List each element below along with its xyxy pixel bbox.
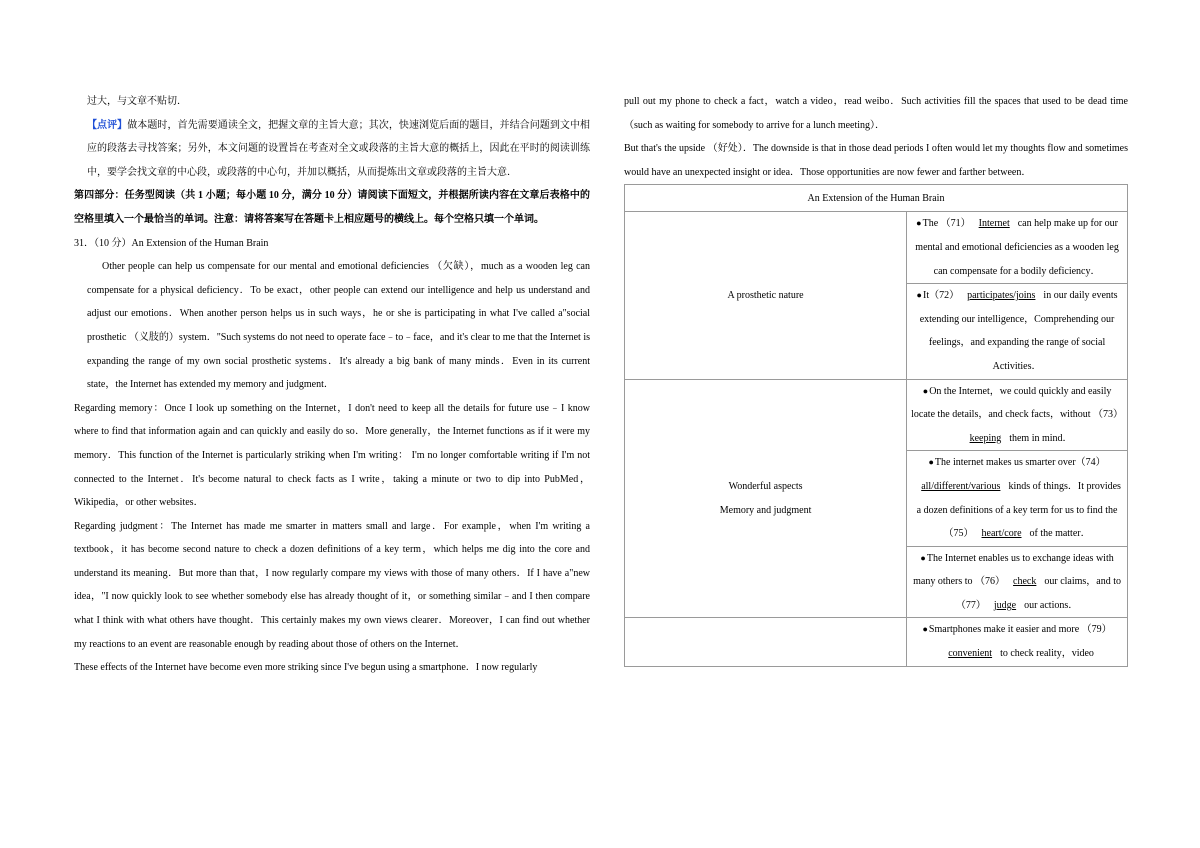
answer-71: Internet [978, 218, 1010, 230]
task-table [624, 184, 1128, 666]
answer-77: judge [993, 599, 1017, 611]
bullet-icon: ● [922, 385, 929, 396]
passage-paragraph-3: Regarding judgment：The Internet has made me smarter in matters small and large．For example，when I'm writing a textbook，it has become second nature to check a dozen definitions of a key term，which helps me dig into the core and understand its meaning．But more than that，I now regularly compare my views with those of many others．If I have a"new idea，"I now quickly look to see whether somebody else has already thought of it，or something similar﹣and I then compare what I think with what others have thought．This certainly makes my own views clearer．Moreover，I can find out whether my reactions to an event are reasonable enough by reading about those of others on the Internet． [74, 520, 590, 650]
question-label: 31．（10 分）An Extension of the Human Brain [74, 237, 269, 249]
row-label-wonderful-1: Wonderful aspects [728, 480, 803, 492]
row-label-wonderful [625, 379, 907, 618]
cell-71: ●The （71） Internet can help make up for our mental and emotional deficiencies as a wooden leg can compensate for a bodily deficiency． [907, 212, 1128, 284]
row-label-prosthetic: A prosthetic nature [625, 212, 907, 379]
answer-73: keeping [969, 432, 1002, 444]
cell-73: ●On the Internet，we could quickly and easily locate the details，and check facts，without （73）keeping them in mind． [907, 379, 1128, 451]
row-label-empty [625, 618, 907, 666]
table-title: An Extension of the Human Brain [625, 185, 1128, 212]
bullet-icon: ● [916, 290, 922, 301]
answer-76: check [1013, 576, 1037, 588]
answer-75: heart/core [981, 528, 1022, 540]
passage-paragraph-5: But that's the upside （好处）．The downside is that in those dead periods I often would let my thoughts flow and sometimes would have an unexpected insight or idea．Those opportunities are now fewer and farther between． [624, 143, 1128, 178]
answer-line-continuation: 过大，与文章不贴切． [87, 96, 187, 107]
cell-79: ●Smartphones make it easier and more （79）convenient to check reality，video [907, 618, 1128, 666]
bullet-icon: ● [920, 552, 926, 563]
answer-79: convenient [948, 648, 993, 660]
comment-text: 做本题时，首先需要通读全文，把握文章的主旨大意；其次，快速浏览后面的题目，并结合问题到文中相应的段落去寻找答案；另外，本文问题的设置旨在考查对全文或段落的主旨大意的概括上，因此在平时的阅读训练中，要学会找文章的中心段，或段落的中心句，并加以概括，从而提炼出文章或段落的主旨大意． [87, 119, 591, 178]
bullet-icon: ● [916, 218, 922, 229]
passage-paragraph-4: These effects of the Internet have become even more striking since I've begun using a smartphone．I now regularly [74, 662, 538, 674]
answer-72: participates/joins [967, 290, 1036, 302]
cell-76-77: ●The Internet enables us to exchange ideas with many others to （76） check our claims，and to （77） judge our actions． [907, 546, 1128, 618]
passage-paragraph-1: Other people can help us compensate for our mental and emotional deficiencies （欠缺），much as a wooden leg can compensate for a physical deficiency．To be exact，other people can extend our intelligence and help us understand and adjust our emotions．When another person helps us in such ways，he or she is participating in what I've called a"social prosthetic （义肢的）system．"Such systems do not need to operate face﹣to﹣face，and it's clear to me that the Internet is expanding the range of my own social prosthetic systems．It's already a big bank of many minds．Even in its current state，the Internet has extended my memory and judgment． [87, 261, 590, 391]
bullet-icon: ● [928, 457, 934, 468]
cell-72: ●It（72） participates/joins in our daily events extending our intelligence，Comprehending our feelings，and expanding the range of social Activities． [907, 284, 1128, 379]
row-label-wonderful-2: Memory and judgment [719, 504, 812, 516]
passage-paragraph-2: Regarding memory：Once I look up something on the Internet，I don't need to keep all the details for future use﹣I know where to find that information again and can quickly and easily do so．More generally，the Internet functions as if it were my memory．This function of the Internet is particularly striking when I'm writing： I'm no longer comfortable writing if I'm not connected to the Internet．It's become natural to check facts as I write，taking a minute or two to dip into PubMed，Wikipedia，or other websites． [74, 402, 590, 509]
comment-tag: 【点评】 [87, 119, 128, 131]
answer-74: all/different/various [921, 480, 1001, 492]
left-column [74, 90, 591, 680]
bullet-icon: ● [922, 624, 928, 635]
comment-paragraph [87, 114, 590, 185]
section-heading: 第四部分：任务型阅读（共 1 小题；每小题 10 分，满分 10 分）请阅读下面短文，并根据所读内容在文章后表格中的空格里填入一个最恰当的单词。注意：请将答案写在答题卡上相应题号的横线上。每个空格只填一个单词。 [74, 190, 590, 225]
right-column [624, 90, 1128, 667]
passage-paragraph-4-continued: pull out my phone to check a fact，watch a video，read weibo．Such activities fill the spaces that used to be dead time （such as waiting for somebody to arrive for a lunch meeting）． [624, 96, 1128, 131]
cell-74-75: ●The internet makes us smarter over（74）all/different/various kinds of things．It provides a dozen definitions of a key term for us to find the （75） heart/core of the matter． [907, 451, 1128, 546]
